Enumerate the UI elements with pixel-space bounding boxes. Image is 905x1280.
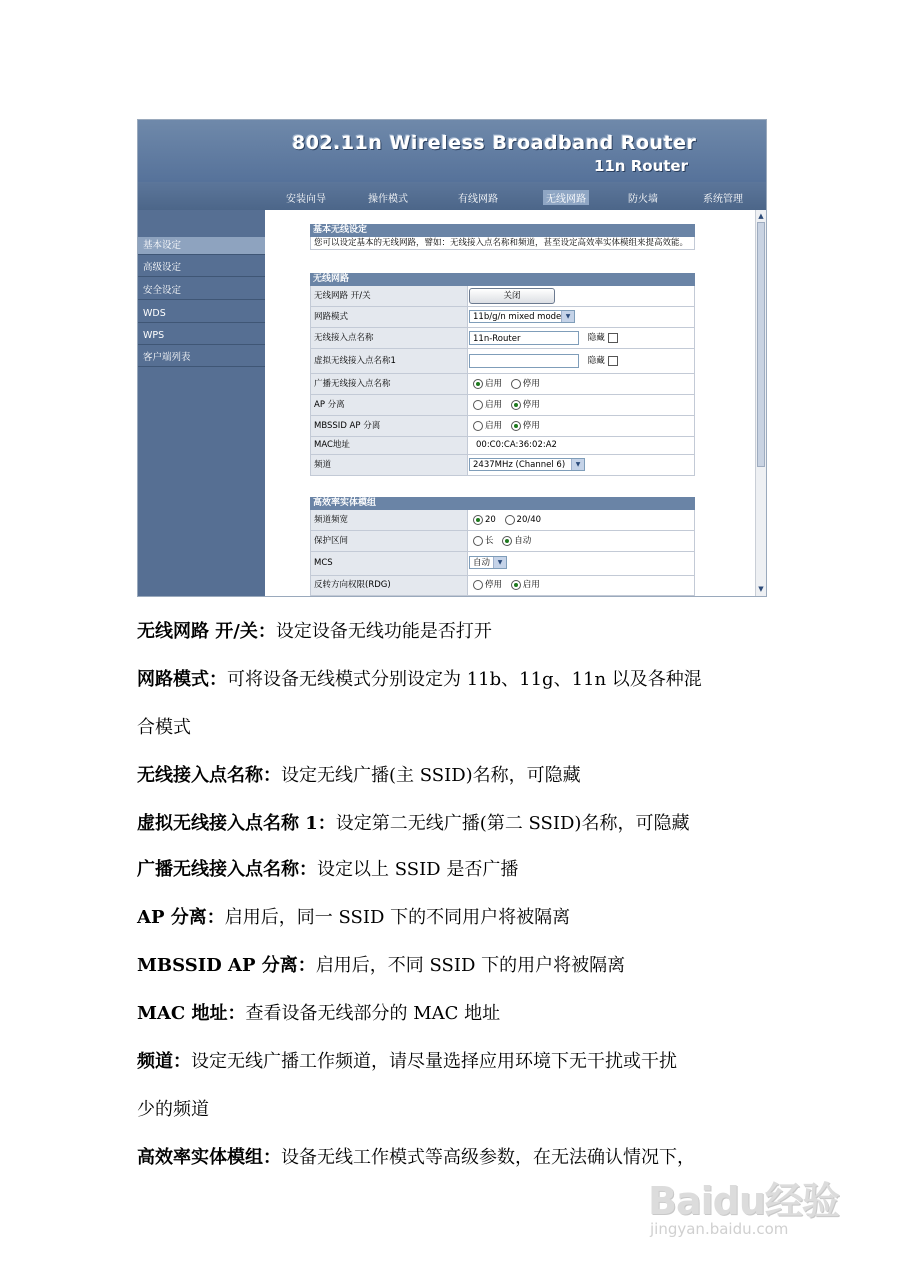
top-nav (138, 182, 766, 210)
bw-2040-radio[interactable] (505, 515, 515, 525)
row-ap-isolation (310, 395, 695, 416)
ssid-hide-label: 隐藏 (587, 333, 605, 343)
mac-address-label: MAC地址 (311, 437, 468, 454)
row-wireless-switch (310, 286, 695, 307)
gi-long-label: 长 (485, 536, 494, 546)
desc-broadcast: 设定以上 SSID 是否广播 (317, 859, 519, 880)
ssid1-hide-checkbox[interactable] (608, 356, 618, 366)
desc-mbssid-isolation: 启用后，不同 SSID 下的用户将被隔离 (315, 955, 626, 976)
row-broadcast-ssid (310, 374, 695, 395)
desc-network-mode-cont: 合模式 (137, 717, 191, 738)
broadcast-disable-radio[interactable] (511, 379, 521, 389)
desc-ssid: 设定无线广播(主 SSID)名称，可隐藏 (281, 765, 581, 786)
content-scrollbar[interactable] (755, 210, 766, 596)
guard-interval-label: 保护区间 (311, 531, 468, 551)
doc-line-network-mode-cont (137, 716, 777, 740)
desc-wireless-switch: 设定设备无线功能是否打开 (275, 621, 492, 642)
scroll-up-icon[interactable]: ▲ (758, 212, 764, 220)
doc-line-mbssid-isolation (137, 954, 777, 978)
doc-line-network-mode (137, 668, 777, 692)
router-title: 802.11n Wireless Broadband Router (292, 132, 697, 154)
term-ssid1: 虚拟无线接入点名称 1： (137, 813, 336, 834)
doc-line-channel-cont (137, 1098, 777, 1122)
broadcast-ssid-label: 广播无线接入点名称 (311, 374, 468, 394)
network-mode-label: 网路模式 (311, 307, 468, 327)
wireless-off-button[interactable]: 关闭 (469, 288, 555, 304)
row-guard-interval (310, 531, 695, 552)
broadcast-disable-label: 停用 (522, 379, 540, 389)
row-network-mode (310, 307, 695, 328)
ap-isolation-label: AP 分离 (311, 395, 468, 415)
bw-20-label: 20 (485, 515, 496, 525)
desc-ht: 设备无线工作模式等高级参数，在无法确认情况下， (281, 1147, 695, 1168)
row-mac-address (310, 437, 695, 455)
rdg-label: 反转方向权限(RDG) (311, 576, 468, 595)
sidebar-item-client-list[interactable]: 客户端列表 (138, 349, 265, 367)
row-ssid1 (310, 349, 695, 374)
doc-line-channel (137, 1050, 777, 1074)
term-broadcast: 广播无线接入点名称： (137, 859, 317, 880)
broadcast-enable-radio[interactable] (473, 379, 483, 389)
ap-iso-enable-radio[interactable] (473, 400, 483, 410)
channel-label: 频道 (311, 455, 468, 475)
gi-long-radio[interactable] (473, 536, 483, 546)
router-screenshot (137, 119, 767, 597)
doc-line-ssid (137, 764, 777, 788)
doc-line-ht (137, 1146, 777, 1170)
desc-mac: 查看设备无线部分的 MAC 地址 (245, 1003, 501, 1024)
mbssid-iso-disable-radio[interactable] (511, 421, 521, 431)
sidebar-item-security[interactable]: 安全设定 (138, 282, 265, 300)
router-banner (138, 120, 766, 182)
bw-20-radio[interactable] (473, 515, 483, 525)
desc-network-mode: 可将设备无线模式分别设定为 11b、11g、11n 以及各种混 (227, 669, 702, 690)
term-mac: MAC 地址： (137, 1003, 246, 1024)
ap-iso-disable-label: 停用 (522, 400, 540, 410)
term-mbssid-isolation: MBSSID AP 分离： (137, 955, 316, 976)
rdg-enable-radio[interactable] (511, 580, 521, 590)
desc-channel: 设定无线广播工作频道，请尽量选择应用环境下无干扰或干扰 (191, 1051, 677, 1072)
settings-content (265, 210, 755, 596)
baidu-logo: Baidu经验 (648, 1179, 839, 1223)
mbssid-iso-enable-radio[interactable] (473, 421, 483, 431)
section-wireless-title: 无线网路 (310, 273, 695, 286)
network-mode-select[interactable] (469, 310, 575, 323)
row-channel-bandwidth (310, 510, 695, 531)
doc-line-ap-isolation (137, 906, 777, 930)
scroll-down-icon[interactable]: ▼ (758, 585, 764, 593)
sidebar-item-wds[interactable]: WDS (138, 305, 265, 323)
ap-iso-enable-label: 启用 (485, 400, 503, 410)
row-mbssid-isolation (310, 416, 695, 437)
desc-ssid1: 设定第二无线广播(第二 SSID)名称，可隐藏 (335, 813, 690, 834)
chevron-down-icon: ▼ (561, 311, 574, 322)
rdg-disable-label: 停用 (485, 580, 503, 590)
nav-setup-wizard[interactable]: 安装向导 (286, 194, 326, 205)
rdg-disable-radio[interactable] (473, 580, 483, 590)
ssid1-input[interactable] (469, 354, 579, 368)
term-wireless-switch: 无线网路 开/关： (137, 621, 276, 642)
term-ssid: 无线接入点名称： (137, 765, 281, 786)
row-ssid (310, 328, 695, 349)
mcs-label: MCS (311, 552, 468, 575)
term-ht: 高效率实体模组： (137, 1147, 281, 1168)
channel-bandwidth-label: 频道频宽 (311, 510, 468, 530)
gi-auto-label: 自动 (514, 536, 532, 546)
nav-wireless-network[interactable]: 无线网路 (543, 190, 589, 205)
mbssid-iso-disable-label: 停用 (522, 421, 540, 431)
sidebar-item-advanced[interactable]: 高级设定 (138, 259, 265, 277)
nav-wired-network[interactable]: 有线网路 (458, 194, 498, 205)
gi-auto-radio[interactable] (502, 536, 512, 546)
sidebar-item-basic[interactable]: 基本设定 (138, 237, 265, 255)
section-ht-title: 高效率实体模组 (310, 497, 695, 510)
mbssid-iso-enable-label: 启用 (485, 421, 503, 431)
bw-2040-label: 20/40 (516, 515, 542, 525)
mac-address-value: 00:C0:CA:36:02:A2 (476, 440, 557, 450)
ssid-hide-checkbox[interactable] (608, 333, 618, 343)
broadcast-enable-label: 启用 (485, 379, 503, 389)
ssid-label: 无线接入点名称 (311, 328, 468, 348)
chevron-down-icon: ▼ (571, 459, 584, 470)
row-channel (310, 455, 695, 476)
doc-line-wireless-switch (137, 620, 777, 644)
channel-value: 2437MHz (Channel 6) (473, 460, 566, 470)
mcs-select[interactable] (469, 556, 507, 569)
network-mode-value: 11b/g/n mixed mode (473, 312, 562, 322)
nav-operation-mode[interactable]: 操作模式 (368, 194, 408, 205)
term-network-mode: 网路模式： (137, 669, 227, 690)
wireless-switch-label: 无线网路 开/关 (311, 286, 468, 306)
section-basic-desc: 您可以设定基本的无线网路，譬如：无线接入点名称和频道，甚至设定高效率实体模组来提高效能。 (310, 237, 695, 250)
doc-line-mac (137, 1002, 777, 1026)
router-subtitle: 11n Router (593, 157, 688, 175)
section-basic-title: 基本无线设定 (310, 224, 695, 237)
baidu-watermark (640, 1170, 860, 1250)
rdg-enable-label: 启用 (522, 580, 540, 590)
ap-iso-disable-radio[interactable] (511, 400, 521, 410)
ssid-input[interactable]: 11n-Router (469, 331, 579, 345)
term-channel: 频道： (137, 1051, 191, 1072)
sidebar-item-wps[interactable]: WPS (138, 327, 265, 345)
mcs-value: 自动 (473, 558, 491, 568)
row-mcs (310, 552, 695, 576)
baidu-url: jingyan.baidu.com (650, 1220, 789, 1238)
ssid1-hide-label: 隐藏 (587, 356, 605, 366)
doc-line-ssid1 (137, 812, 777, 836)
mbssid-isolation-label: MBSSID AP 分离 (311, 416, 468, 436)
scroll-thumb[interactable] (757, 222, 765, 467)
nav-system-admin[interactable]: 系统管理 (703, 194, 743, 205)
sidebar (138, 210, 265, 596)
desc-ap-isolation: 启用后，同一 SSID 下的不同用户将被隔离 (224, 907, 571, 928)
ssid1-label: 虚拟无线接入点名称1 (311, 349, 468, 373)
term-ap-isolation: AP 分离： (137, 907, 225, 928)
chevron-down-icon: ▼ (493, 557, 506, 568)
nav-firewall[interactable]: 防火墙 (628, 194, 658, 205)
channel-select[interactable] (469, 458, 585, 471)
row-rdg (310, 576, 695, 596)
doc-line-broadcast (137, 858, 777, 882)
desc-channel-cont: 少的频道 (137, 1099, 209, 1120)
